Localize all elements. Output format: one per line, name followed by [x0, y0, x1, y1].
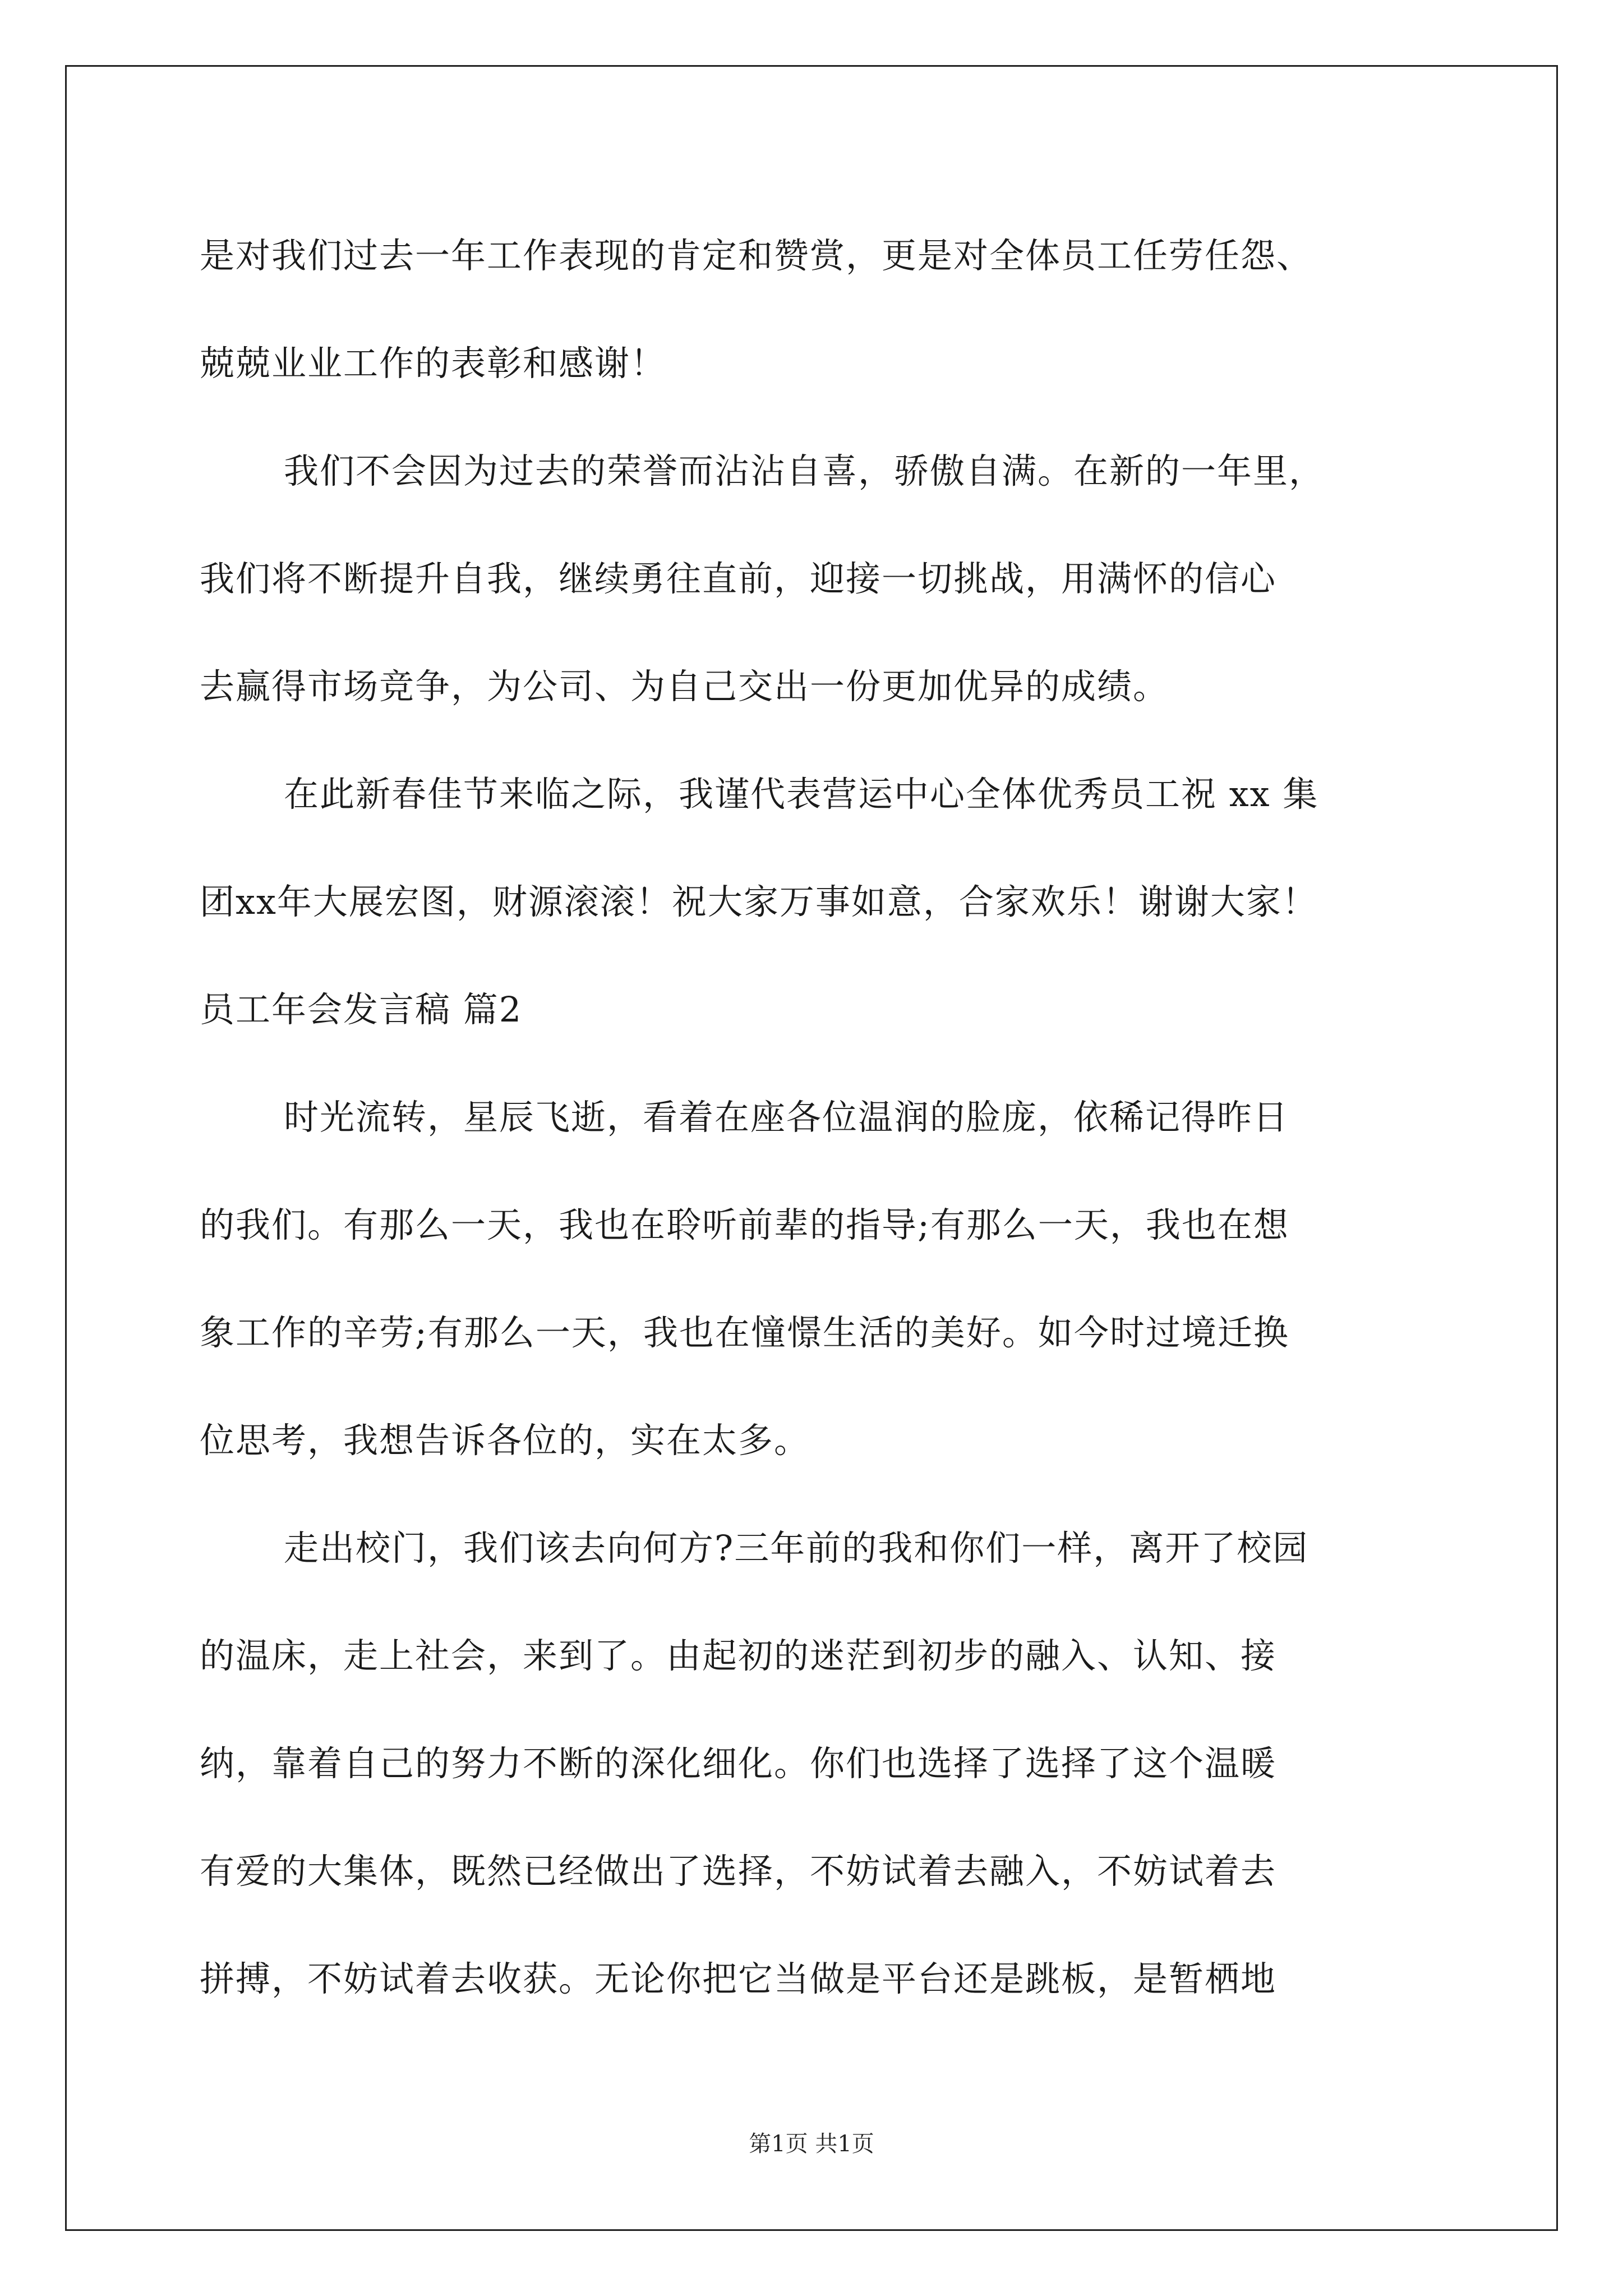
paragraph-start-line: 我们不会因为过去的荣誉而沾沾自喜，骄傲自满。在新的一年里， [284, 450, 1325, 491]
text-line: 去赢得市场竞争，为公司、为自己交出一份更加优异的成绩。 [200, 666, 1169, 707]
paragraph-start-line: 在此新春佳节来临之际，我谨代表营运中心全体优秀员工祝 xx 集 [284, 774, 1319, 815]
page-number-footer: 第1页 共1页 [749, 2131, 874, 2157]
text-line: 位思考，我想告诉各位的，实在太多。 [200, 1420, 810, 1461]
paragraph-start-line: 时光流转，星辰飞逝，看着在座各位温润的脸庞，依稀记得昨日 [284, 1097, 1289, 1138]
text-line: 有爱的大集体，既然已经做出了选择，不妨试着去融入，不妨试着去 [200, 1851, 1277, 1892]
paragraph-start-line: 走出校门，我们该去向何方?三年前的我和你们一样，离开了校园 [284, 1527, 1309, 1568]
section-heading: 员工年会发言稿 篇2 [200, 989, 523, 1030]
text-line: 的我们。有那么一天，我也在聆听前辈的指导;有那么一天，我也在想 [200, 1204, 1289, 1245]
document-body [200, 202, 1428, 2033]
text-line: 团xx年大展宏图，财源滚滚！祝大家万事如意，合家欢乐！谢谢大家！ [200, 881, 1318, 922]
text-line: 象工作的辛劳;有那么一天，我也在憧憬生活的美好。如今时过境迁换 [200, 1312, 1289, 1353]
text-line: 是对我们过去一年工作表现的肯定和赞赏，更是对全体员工任劳任怨、 [200, 235, 1313, 276]
text-line: 兢兢业业工作的表彰和感谢！ [200, 343, 667, 384]
text-line: 拼搏，不妨试着去收获。无论你把它当做是平台还是跳板，是暂栖地 [200, 1958, 1277, 1999]
text-line: 纳，靠着自己的努力不断的深化细化。你们也选择了选择了这个温暖 [200, 1743, 1277, 1784]
text-line: 的温床，走上社会，来到了。由起初的迷茫到初步的融入、认知、接 [200, 1635, 1277, 1676]
text-line: 我们将不断提升自我，继续勇往直前，迎接一切挑战，用满怀的信心 [200, 558, 1277, 599]
